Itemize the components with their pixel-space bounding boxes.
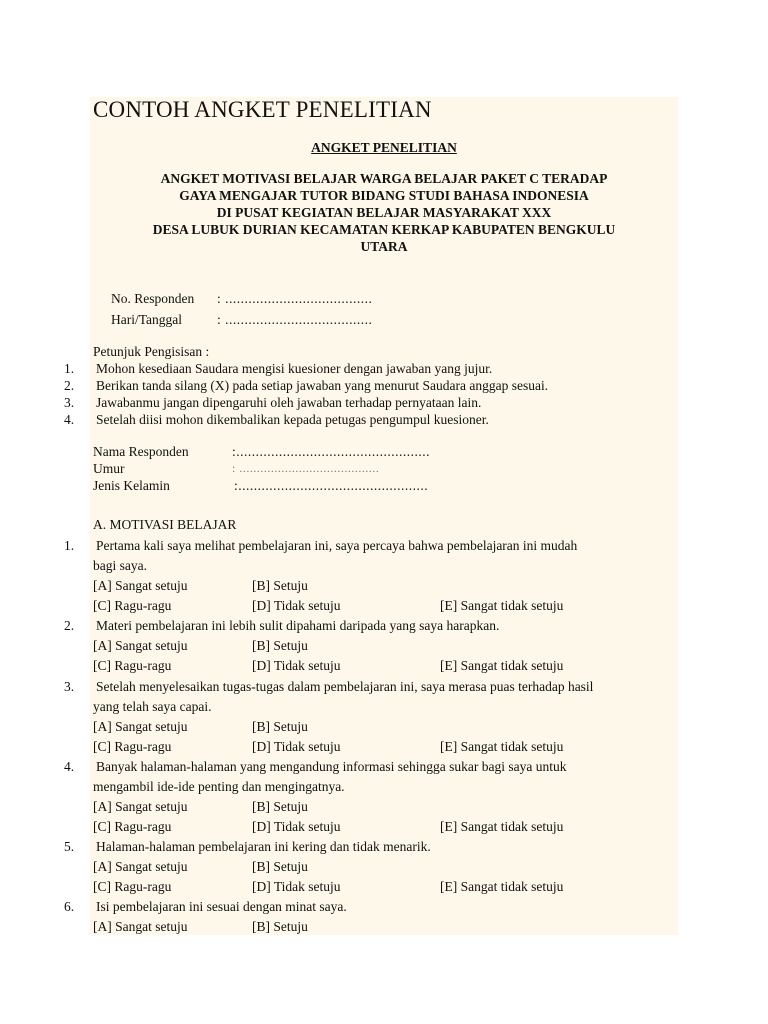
question-6-text: Isi pembelajaran ini sesuai dengan minat saya. — [96, 899, 347, 914]
q2-option-c[interactable]: [C] Ragu-ragu — [93, 658, 172, 673]
no-responden-field: : ...................................... — [217, 291, 373, 306]
umur-field: : ........................................ — [232, 461, 380, 475]
q3-option-b[interactable]: [B] Setuju — [252, 719, 308, 734]
petunjuk-item-2: Berikan tanda silang (X) pada setiap jawaban yang menurut Saudara anggap sesuai. — [96, 378, 549, 393]
q1-option-c[interactable]: [C] Ragu-ragu — [93, 598, 172, 613]
question-4-number: 4. — [64, 759, 75, 774]
question-2-text: Materi pembelajaran ini lebih sulit dipahami daripada yang saya harapkan. — [96, 618, 500, 633]
petunjuk-item-1: Mohon kesediaan Saudara mengisi kuesioner dengan jawaban yang jujur. — [96, 361, 493, 376]
nama-responden-field: :.................................................. — [232, 444, 431, 459]
subheading-line-4: DESA LUBUK DURIAN KECAMATAN KERKAP KABUPATEN BENGKULU — [152, 222, 616, 237]
q2-option-e[interactable]: [E] Sangat tidak setuju — [440, 658, 564, 673]
subheading-line-1: ANGKET MOTIVASI BELAJAR WARGA BELAJAR PAKET C TERADAP — [160, 171, 608, 186]
question-1-text: Pertama kali saya melihat pembelajaran ini, saya percaya bahwa pembelajaran ini mudah — [96, 538, 578, 553]
q6-option-b[interactable]: [B] Setuju — [252, 919, 308, 934]
question-2-number: 2. — [64, 618, 75, 633]
question-3-text-cont: yang telah saya capai. — [93, 699, 212, 714]
no-responden-label: No. Responden — [111, 291, 195, 306]
q2-option-a[interactable]: [A] Sangat setuju — [93, 638, 188, 653]
q4-option-a[interactable]: [A] Sangat setuju — [93, 799, 188, 814]
question-3-number: 3. — [64, 679, 75, 694]
jenis-kelamin-field: :................................................. — [234, 478, 429, 493]
nama-responden-label: Nama Responden — [93, 444, 189, 459]
q4-option-d[interactable]: [D] Tidak setuju — [252, 819, 341, 834]
q3-option-e[interactable]: [E] Sangat tidak setuju — [440, 739, 564, 754]
subheading-line-5: UTARA — [360, 239, 408, 254]
hari-tanggal-field: : ...................................... — [217, 312, 373, 327]
subheading-line-2: GAYA MENGAJAR TUTOR BIDANG STUDI BAHASA INDONESIA — [179, 188, 589, 203]
petunjuk-title: Petunjuk Pengisisan : — [93, 344, 210, 359]
q1-option-b[interactable]: [B] Setuju — [252, 578, 308, 593]
q2-option-d[interactable]: [D] Tidak setuju — [252, 658, 341, 673]
subheading-line-3: DI PUSAT KEGIATAN BELAJAR MASYARAKAT XXX — [216, 205, 552, 220]
umur-label: Umur — [93, 461, 125, 476]
q4-option-b[interactable]: [B] Setuju — [252, 799, 308, 814]
jenis-kelamin-label: Jenis Kelamin — [93, 478, 170, 493]
q5-option-e[interactable]: [E] Sangat tidak setuju — [440, 879, 564, 894]
question-4-text: Banyak halaman-halaman yang mengandung informasi sehingga sukar bagi saya untuk — [96, 759, 567, 774]
q5-option-b[interactable]: [B] Setuju — [252, 859, 308, 874]
q5-option-c[interactable]: [C] Ragu-ragu — [93, 879, 172, 894]
question-3-text: Setelah menyelesaikan tugas-tugas dalam pembelajaran ini, saya merasa puas terhadap hasil — [96, 679, 594, 694]
q6-option-a[interactable]: [A] Sangat setuju — [93, 919, 188, 934]
petunjuk-num-1: 1. — [64, 361, 75, 376]
petunjuk-num-3: 3. — [64, 395, 75, 410]
q4-option-c[interactable]: [C] Ragu-ragu — [93, 819, 172, 834]
q5-option-d[interactable]: [D] Tidak setuju — [252, 879, 341, 894]
section-a-title: A. MOTIVASI BELAJAR — [93, 517, 237, 532]
question-6-number: 6. — [64, 899, 75, 914]
q2-option-b[interactable]: [B] Setuju — [252, 638, 308, 653]
question-1-text-cont: bagi saya. — [93, 558, 147, 573]
petunjuk-num-2: 2. — [64, 378, 75, 393]
q1-option-d[interactable]: [D] Tidak setuju — [252, 598, 341, 613]
question-5-number: 5. — [64, 839, 75, 854]
question-1-number: 1. — [64, 538, 75, 553]
q1-option-e[interactable]: [E] Sangat tidak setuju — [440, 598, 564, 613]
petunjuk-item-4: Setelah diisi mohon dikembalikan kepada petugas pengumpul kuesioner. — [96, 412, 489, 427]
q3-option-d[interactable]: [D] Tidak setuju — [252, 739, 341, 754]
questionnaire-heading: ANGKET PENELITIAN — [311, 140, 457, 155]
q3-option-a[interactable]: [A] Sangat setuju — [93, 719, 188, 734]
q5-option-a[interactable]: [A] Sangat setuju — [93, 859, 188, 874]
hari-tanggal-label: Hari/Tanggal — [111, 312, 183, 327]
q3-option-c[interactable]: [C] Ragu-ragu — [93, 739, 172, 754]
document-title: CONTOH ANGKET PENELITIAN — [93, 97, 432, 122]
q1-option-a[interactable]: [A] Sangat setuju — [93, 578, 188, 593]
question-4-text-cont: mengambil ide-ide penting dan mengingatnya. — [93, 779, 345, 794]
question-5-text: Halaman-halaman pembelajaran ini kering dan tidak menarik. — [96, 839, 431, 854]
petunjuk-item-3: Jawabanmu jangan dipengaruhi oleh jawaban terhadap pernyataan lain. — [96, 395, 482, 410]
q4-option-e[interactable]: [E] Sangat tidak setuju — [440, 819, 564, 834]
petunjuk-num-4: 4. — [64, 412, 75, 427]
